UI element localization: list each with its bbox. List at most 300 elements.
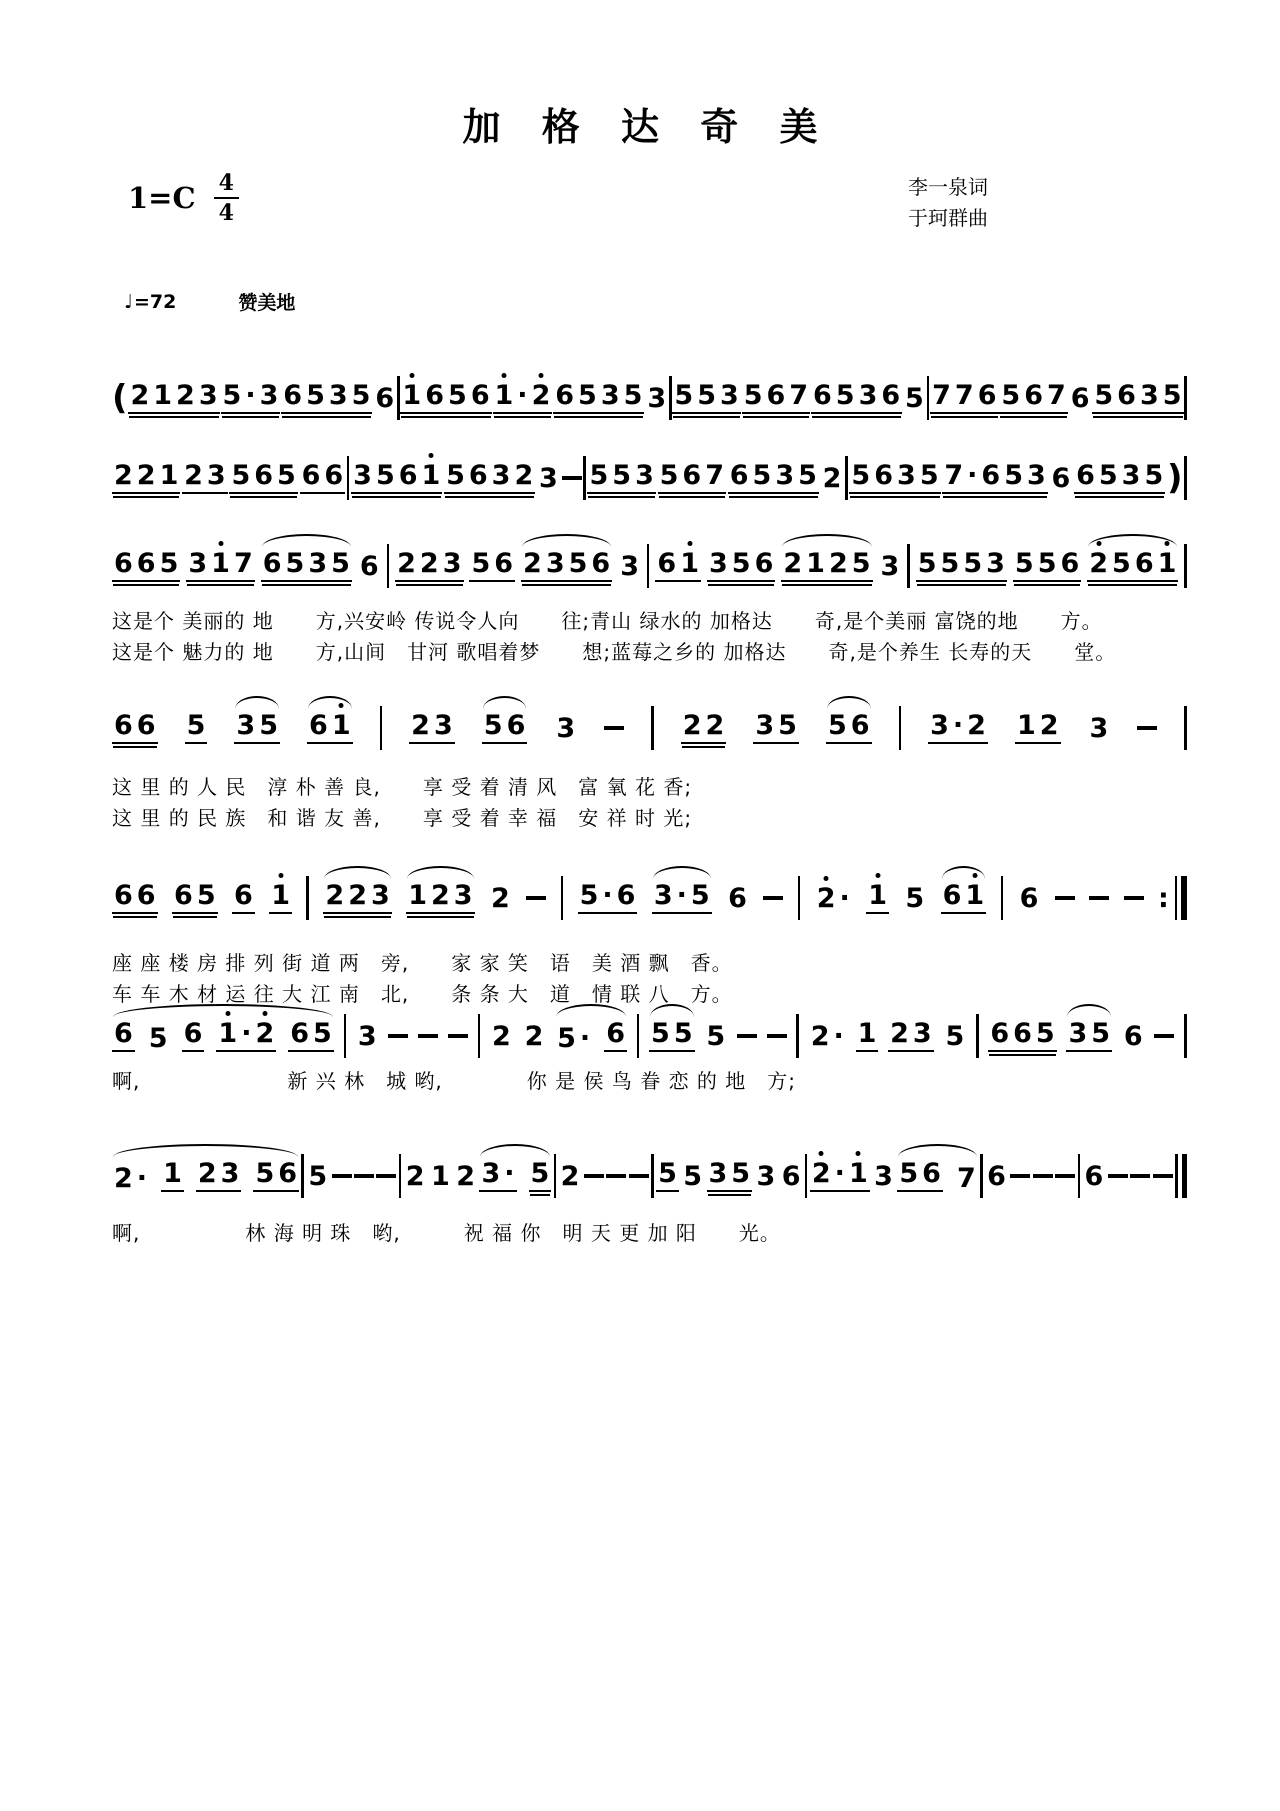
barline xyxy=(796,1014,799,1058)
lyrics-line: 啊, 林 海 明 珠 哟, 祝 福 你 明 天 更 加 阳 光。 xyxy=(112,1221,781,1245)
note: 5 xyxy=(1035,1018,1055,1049)
note: 3 xyxy=(635,460,654,491)
note-group xyxy=(888,1020,934,1052)
note: 2 xyxy=(560,1160,580,1192)
time-signature xyxy=(214,172,239,224)
note: 6 xyxy=(881,380,901,411)
note: 5 xyxy=(905,382,924,414)
note-group xyxy=(1018,882,1041,914)
note: 5 xyxy=(351,380,371,411)
note-group xyxy=(529,1160,552,1192)
note: 3 xyxy=(880,550,900,582)
note: 5 xyxy=(313,1018,332,1049)
note: 5 xyxy=(579,880,599,911)
note: 6 xyxy=(1019,882,1039,914)
note: · xyxy=(952,710,964,741)
note: 6 xyxy=(682,460,702,491)
note: 5 xyxy=(1112,548,1131,579)
note: 6 xyxy=(1076,460,1095,491)
note: 5 xyxy=(623,380,643,411)
slur-group xyxy=(1066,1020,1112,1052)
note: 5 xyxy=(222,380,242,411)
barline xyxy=(651,706,654,750)
note-group xyxy=(356,1020,379,1052)
note: 3 xyxy=(897,460,916,491)
note: 5 xyxy=(231,460,251,491)
note: 6 xyxy=(1070,382,1090,414)
note-group xyxy=(553,382,644,414)
note-group xyxy=(261,550,352,582)
note: 6 xyxy=(922,1158,941,1189)
note: · xyxy=(602,880,613,911)
note: 5 xyxy=(148,1023,168,1054)
barline xyxy=(976,1014,979,1058)
sustain-dash xyxy=(526,896,546,900)
note: 6 xyxy=(254,460,274,491)
note: 2 xyxy=(136,460,156,491)
note: 5 xyxy=(1004,460,1023,491)
note: 3 xyxy=(308,548,328,579)
barline xyxy=(651,1154,654,1198)
time-signature-denominator: 4 xyxy=(218,200,234,226)
note: 5 xyxy=(589,460,609,491)
note-group xyxy=(429,1160,452,1192)
note: 5 xyxy=(798,460,817,491)
note-group xyxy=(112,1165,149,1192)
note: 3 xyxy=(453,880,473,911)
system-2 xyxy=(112,432,1187,506)
note: 5 xyxy=(706,1020,726,1052)
note-group xyxy=(1013,550,1081,582)
note-group xyxy=(1050,462,1073,494)
note-group xyxy=(578,882,638,914)
note: 1 xyxy=(211,548,230,579)
note: 3 xyxy=(755,710,775,741)
note: 3 xyxy=(912,1018,932,1049)
note-group xyxy=(985,1160,1008,1192)
note: 6 xyxy=(234,880,253,911)
barline xyxy=(561,876,564,920)
note: 3 xyxy=(259,380,279,411)
note-group xyxy=(482,712,528,744)
note: 5 xyxy=(557,1023,576,1054)
note: 5 xyxy=(743,380,763,411)
note: 6 xyxy=(114,1018,133,1049)
note-group xyxy=(373,382,396,414)
note: 2 xyxy=(705,710,725,741)
barline xyxy=(583,456,586,500)
sustain-dash xyxy=(1033,1174,1053,1178)
note: 7 xyxy=(944,460,964,491)
note: 6 xyxy=(728,882,747,914)
note: 5 xyxy=(1098,460,1118,491)
sustain-dash xyxy=(1130,1174,1150,1178)
note-group xyxy=(872,1160,895,1192)
note: 3 xyxy=(775,460,795,491)
note: 6 xyxy=(1084,1160,1104,1192)
key-signature xyxy=(128,172,239,224)
note: 6 xyxy=(506,710,526,741)
note-group xyxy=(656,1160,679,1192)
note: 2 xyxy=(531,380,551,411)
note: 3 xyxy=(708,1158,728,1189)
note-group xyxy=(928,712,988,744)
note: 2 xyxy=(176,380,195,411)
note: 3 xyxy=(930,710,949,741)
note: 5 xyxy=(448,380,467,411)
slur-group xyxy=(479,1160,551,1192)
note: 5 xyxy=(255,1158,275,1189)
note: 6 xyxy=(183,1018,203,1049)
note: 3 xyxy=(353,460,372,491)
note-group xyxy=(930,382,998,414)
note-group xyxy=(821,462,844,494)
barline xyxy=(845,456,848,500)
notation-line-2 xyxy=(112,432,1187,506)
note: 1 xyxy=(271,880,291,911)
note-group xyxy=(307,712,353,744)
note: 6 xyxy=(359,550,379,582)
note: · xyxy=(241,1018,252,1049)
note-group xyxy=(406,882,474,914)
note-group xyxy=(281,382,372,414)
note: 6 xyxy=(114,710,133,741)
note-group xyxy=(112,882,158,914)
note: 3 xyxy=(545,548,565,579)
lyrics-line-verse2: 车 车 木 材 运 往 大 江 南 北, 条 条 大 道 情 联 八 方。 xyxy=(112,982,733,1006)
note: 2 xyxy=(325,880,345,911)
sustain-dash xyxy=(629,1174,649,1178)
note: 6 xyxy=(174,880,193,911)
lyrics-line-verse1: 这 里 的 人 民 淳 朴 善 良, 享 受 着 清 风 富 氧 花 香; xyxy=(112,775,693,799)
notation-line-4 xyxy=(112,682,1187,756)
note-group xyxy=(1092,382,1183,414)
note-group xyxy=(753,712,799,744)
note-group xyxy=(444,462,535,494)
sustain-dash xyxy=(332,1174,352,1178)
song-title: 加 格 达 奇 美 xyxy=(462,104,832,149)
barline xyxy=(980,1154,983,1198)
barline xyxy=(554,1154,557,1198)
note-group xyxy=(618,550,641,582)
note: 5 xyxy=(568,548,588,579)
barline xyxy=(1184,706,1187,750)
sustain-dash xyxy=(1055,896,1075,900)
note: 1 xyxy=(402,380,422,411)
note: 6 xyxy=(1134,548,1154,579)
barline xyxy=(669,376,672,420)
note: 2 xyxy=(890,1018,909,1049)
note: 6 xyxy=(1013,1018,1032,1049)
note-group xyxy=(269,882,292,914)
note: 5 xyxy=(835,380,855,411)
note-group xyxy=(221,382,281,414)
note: 3 xyxy=(620,550,639,582)
sustain-dash xyxy=(1089,896,1109,900)
note: 6 xyxy=(136,880,156,911)
note: 6 xyxy=(425,380,445,411)
note: 7 xyxy=(705,460,724,491)
sustain-dash xyxy=(767,1034,787,1038)
note: 2 xyxy=(419,548,439,579)
barline xyxy=(478,1014,481,1058)
note: 6 xyxy=(1117,380,1136,411)
note: 6 xyxy=(942,880,962,911)
note-group xyxy=(185,712,208,744)
note: 6 xyxy=(114,880,133,911)
note: 2 xyxy=(514,460,534,491)
note: 6 xyxy=(591,548,611,579)
note-group xyxy=(604,1020,627,1052)
note: 1 xyxy=(680,548,700,579)
note: 1 xyxy=(965,880,985,911)
repeat-barline xyxy=(1158,876,1187,920)
note-group xyxy=(1066,1020,1112,1052)
note: 6 xyxy=(1123,1020,1143,1052)
note: 6 xyxy=(729,460,749,491)
note-group xyxy=(112,712,158,744)
barline xyxy=(1001,876,1004,920)
note: 6 xyxy=(262,548,282,579)
slur-group xyxy=(649,1020,695,1052)
note: 1 xyxy=(218,1018,238,1049)
note: · xyxy=(245,380,256,411)
slur-group xyxy=(555,1020,627,1052)
note-group xyxy=(559,1160,582,1192)
note: 5 xyxy=(1001,380,1021,411)
note: 5 xyxy=(731,548,751,579)
note-group xyxy=(112,1020,135,1052)
header-row xyxy=(128,172,988,234)
note-group xyxy=(849,462,940,494)
note: 5 xyxy=(196,880,216,911)
note: 2 xyxy=(816,882,836,914)
tempo-marking xyxy=(124,291,176,313)
note: 6 xyxy=(468,460,488,491)
note: 5 xyxy=(483,710,503,741)
note: 5 xyxy=(963,548,983,579)
tempo-row xyxy=(124,288,295,315)
note: 5 xyxy=(277,460,296,491)
lyrics-line-verse1: 座 座 楼 房 排 列 街 道 两 旁, 家 家 笑 语 美 酒 飘 香。 xyxy=(112,951,733,975)
note-group xyxy=(755,1160,778,1192)
note: 5 xyxy=(899,1158,919,1189)
note-group xyxy=(300,462,346,494)
note: 2 xyxy=(114,1163,133,1194)
lyrics-line: 啊, 新 兴 林 城 哟, 你 是 侯 鸟 眷 恋 的 地 方; xyxy=(112,1069,797,1093)
note: 5 xyxy=(917,548,937,579)
note-group xyxy=(943,1020,966,1052)
note-group xyxy=(681,1160,704,1192)
barline xyxy=(1078,1154,1081,1198)
note: 3 xyxy=(206,460,226,491)
note: 1 xyxy=(868,880,887,911)
note: 1 xyxy=(163,1158,182,1189)
barline xyxy=(1184,544,1187,588)
note: 5 xyxy=(1162,380,1182,411)
note: 6 xyxy=(616,880,636,911)
note: 6 xyxy=(1024,380,1043,411)
note-group xyxy=(704,1020,727,1052)
note: 5 xyxy=(1014,548,1034,579)
note-group xyxy=(479,1160,516,1192)
note: 5 xyxy=(308,1160,328,1192)
note: 5 xyxy=(731,1158,751,1189)
note: · xyxy=(834,1158,845,1189)
note: 6 xyxy=(114,548,133,579)
note: · xyxy=(504,1158,515,1189)
note-group xyxy=(469,550,515,582)
lyrics-line-verse2: 这是个 魅力的 地 方,山间 甘河 歌唱着梦 想;蓝莓之乡的 加格达 奇,是个养生 长寿的天 堂。 xyxy=(112,640,1117,664)
note-group xyxy=(1074,462,1165,494)
note: 2 xyxy=(492,1020,511,1052)
note: 3 xyxy=(357,1020,377,1052)
note: 3 xyxy=(600,380,620,411)
slur-group xyxy=(112,1020,334,1052)
note: 3 xyxy=(1068,1018,1088,1049)
note-group xyxy=(537,462,560,494)
note: 3 xyxy=(756,1160,776,1192)
note-group xyxy=(1015,712,1061,744)
note: 5 xyxy=(1094,380,1114,411)
note: 7 xyxy=(233,548,253,579)
note: 2 xyxy=(1039,710,1059,741)
tempo-value: =72 xyxy=(133,290,177,313)
system-7 xyxy=(112,1130,1187,1249)
note-group xyxy=(216,1020,276,1052)
note-group xyxy=(826,712,872,744)
key-label: 1=C xyxy=(128,180,196,215)
barline xyxy=(805,1154,808,1198)
note-group xyxy=(489,882,512,914)
note: 3 xyxy=(720,380,739,411)
sustain-dash xyxy=(1010,1174,1030,1178)
note: 5 xyxy=(651,1018,670,1049)
note-group xyxy=(988,1020,1056,1052)
note: 5 xyxy=(851,460,871,491)
note: 3 xyxy=(858,380,878,411)
note-group xyxy=(999,382,1067,414)
note-group xyxy=(229,462,297,494)
note: 6 xyxy=(606,1018,625,1049)
note: 2 xyxy=(828,548,848,579)
note: 3 xyxy=(556,712,576,744)
lyricist-credit: 李一泉词 xyxy=(908,175,988,199)
note: 6 xyxy=(657,548,677,579)
note: · xyxy=(579,1023,591,1054)
note: 5 xyxy=(851,548,871,579)
note-group xyxy=(172,882,218,914)
note-group xyxy=(1069,382,1092,414)
note: 1 xyxy=(848,1158,868,1189)
note: 2 xyxy=(348,880,367,911)
note-group xyxy=(897,1160,943,1192)
note-group xyxy=(161,1160,184,1192)
note: 6 xyxy=(555,380,575,411)
note: 6 xyxy=(977,380,997,411)
note: 7 xyxy=(932,380,951,411)
note: 3 xyxy=(220,1158,240,1189)
sustain-dash xyxy=(354,1174,374,1178)
note-group xyxy=(404,1160,427,1192)
barline xyxy=(387,544,390,588)
note-group xyxy=(811,382,902,414)
note: 2 xyxy=(130,380,150,411)
note-group xyxy=(1087,550,1178,582)
note: 3 xyxy=(236,710,256,741)
note-group xyxy=(196,1160,242,1192)
barline xyxy=(347,456,350,500)
barline xyxy=(927,376,930,420)
note-group xyxy=(395,550,463,582)
note: 3 xyxy=(1027,460,1046,491)
note: 5 xyxy=(159,548,179,579)
barline xyxy=(647,544,650,588)
note-group xyxy=(186,550,254,582)
note: 6 xyxy=(375,382,395,414)
sustain-dash xyxy=(737,1034,757,1038)
sustain-dash xyxy=(763,896,783,900)
barline xyxy=(1184,376,1187,420)
note-group xyxy=(490,1020,513,1052)
lyrics-line-verse2: 这 里 的 民 族 和 谐 友 善, 享 受 着 幸 福 安 祥 时 光; xyxy=(112,806,693,830)
note: 2 xyxy=(811,1158,831,1189)
note: 1 xyxy=(806,548,825,579)
note: 6 xyxy=(812,380,832,411)
note: 5 xyxy=(827,710,847,741)
note: 5 xyxy=(612,460,632,491)
note-group xyxy=(652,882,712,914)
note: 5 xyxy=(905,882,925,914)
note-group xyxy=(707,1160,753,1192)
note: 3 xyxy=(708,548,728,579)
note: · xyxy=(136,1163,148,1194)
system-1 xyxy=(112,352,1187,426)
note-group xyxy=(658,462,726,494)
bar-thin xyxy=(1175,876,1178,920)
barline xyxy=(899,706,902,750)
note: 3 xyxy=(653,880,673,911)
note: 5 xyxy=(659,460,679,491)
credits xyxy=(908,172,988,234)
sustain-dash xyxy=(448,1034,468,1038)
note-group xyxy=(1088,712,1111,744)
note-group xyxy=(649,1020,695,1052)
slur-group xyxy=(897,1160,977,1192)
composer-credit: 于珂群曲 xyxy=(908,206,988,230)
note: 5 xyxy=(940,548,960,579)
note: 5 xyxy=(285,548,305,579)
sustain-dash xyxy=(1153,1174,1173,1178)
note: · xyxy=(967,460,978,491)
note-group xyxy=(409,712,455,744)
note-group xyxy=(128,382,219,414)
sustain-dash xyxy=(606,1174,626,1178)
note: 6 xyxy=(136,548,156,579)
note: 2 xyxy=(255,1018,275,1049)
note: 3 xyxy=(433,710,453,741)
note: 5 xyxy=(674,380,694,411)
sustain-dash xyxy=(1154,1034,1174,1038)
note-group xyxy=(955,1165,978,1192)
note-group xyxy=(112,462,180,494)
note: 5 xyxy=(778,710,797,741)
notation-line-1 xyxy=(112,352,1187,426)
note-group xyxy=(728,462,819,494)
note-group xyxy=(742,382,810,414)
sustain-dash xyxy=(388,1034,408,1038)
note-group xyxy=(555,1025,592,1052)
